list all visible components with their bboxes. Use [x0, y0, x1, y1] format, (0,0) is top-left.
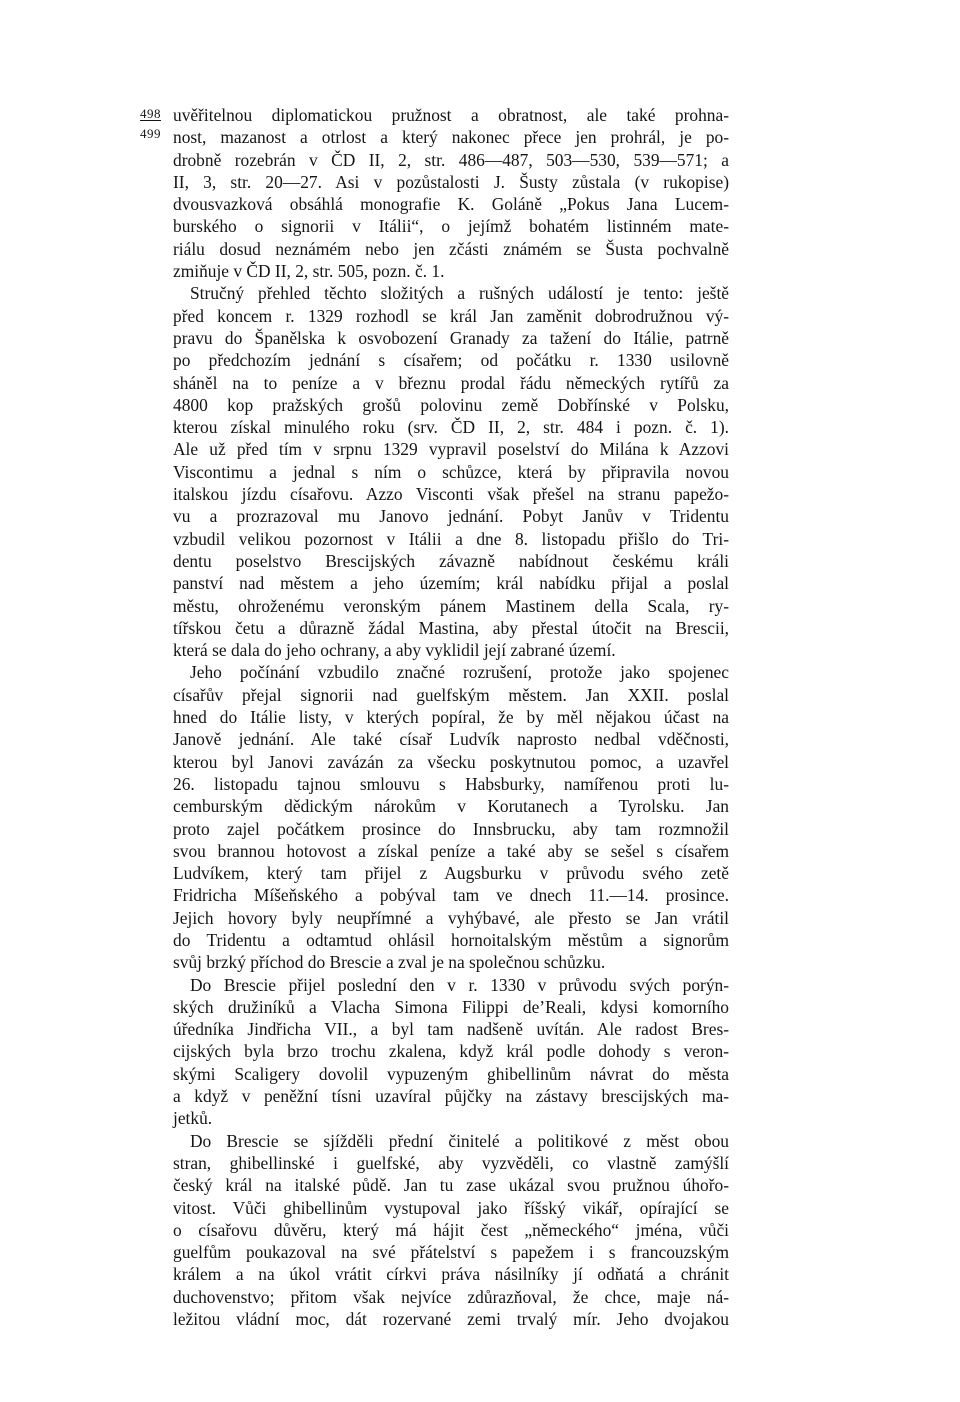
text-line: o císařovu důvěru, který má hájit čest „německého“ jména, vůči	[173, 1219, 729, 1240]
text-line: Ludvíkem, který tam přijel z Augsburku v průvodu svého zetě	[173, 863, 729, 884]
text-line: jetků.	[173, 1108, 213, 1129]
text-line: nost, mazanost a otrlost a který nakonec přece jen prohrál, je po-	[173, 127, 729, 148]
text-line: vzbudil velikou pozornost v Itálii a dne 8. listopadu přišlo do Tri-	[173, 528, 729, 549]
text-line: císařův přejal signorii nad guelfským městem. Jan XXII. poslal	[173, 684, 729, 705]
text-line: 4800 kop pražských grošů polovinu země Dobřínské v Polsku,	[173, 394, 729, 415]
text-line: Do Brescie přijel poslední den v r. 1330 v průvodu svých porýn-	[190, 974, 729, 995]
text-line: II, 3, str. 20—27. Asi v pozůstalosti J. Šusty zůstala (v rukopise)	[173, 171, 729, 192]
text-line: Janově jednání. Ale také císař Ludvík naprosto nedbal vděčnosti,	[173, 729, 729, 750]
text-line: proto zajel počátkem prosince do Innsbrucku, aby tam rozmnožil	[173, 818, 729, 839]
text-line: italskou jízdu císařovu. Azzo Visconti však přešel na stranu papežo-	[173, 484, 729, 505]
text-line: riálu dosud neznámém nebo jen zčásti známém se Šusta pochvalně	[173, 238, 729, 259]
text-line: guelfům poukazoval na své přátelství s papežem i s francouzským	[173, 1242, 729, 1263]
text-line: pravu do Španělska k osvobození Granady za tažení do Itálie, patrně	[173, 327, 729, 348]
body-text	[173, 104, 729, 1330]
text-line: drobně rozebrán v ČD II, 2, str. 486—487, 503—530, 539—571; a	[173, 149, 729, 170]
text-line: městu, ohroženému veronským pánem Mastinem della Scala, ry-	[173, 595, 729, 616]
text-line: po předchozím jednání s císařem; od počátku r. 1330 usilovně	[173, 350, 729, 371]
text-line: která se dala do jeho ochrany, a aby vyklidil její zabrané území.	[173, 640, 616, 661]
text-line: ských družiníků a Vlacha Simona Filippi de’Reali, kdysi komorního	[173, 996, 729, 1017]
text-line: vu a prozrazoval mu Janovo jednání. Pobyt Janův v Tridentu	[173, 506, 729, 527]
text-line: uvěřitelnou diplomatickou pružnost a obratnost, ale také prohna-	[173, 105, 729, 125]
text-line: dentu poselstvo Brescijských závazně nabídnout českému králi	[173, 550, 729, 571]
text-line: Do Brescie se sjížděli přední činitelé a politikové z měst obou	[190, 1130, 729, 1151]
text-line: duchovenstvo; přitom však nejvíce zdůrazňoval, že chce, maje ná-	[173, 1286, 729, 1307]
text-line: do Tridentu a odtamtud ohlásil hornoitalským městům a signorům	[173, 929, 729, 950]
text-line: hned do Itálie listy, v kterých popíral, že by měl nějakou účast na	[173, 707, 729, 728]
text-line: 26. listopadu tajnou smlouvu s Habsburky, namířenou proti lu-	[173, 773, 729, 794]
text-line: Fridricha Míšeňského a pobýval tam ve dnech 11.—14. prosince.	[173, 885, 729, 906]
text-line: svůj brzký příchod do Brescie a zval je na společnou schůzku.	[173, 952, 606, 973]
text-line: králem a na úkol vrátit církvi práva násilníky jí odňatá a chránit	[173, 1264, 729, 1285]
margin-page-numbers	[140, 104, 161, 144]
text-line: Jeho počínání vzbudilo značné rozrušení, protože jako spojenec	[190, 662, 729, 683]
text-line: kterou byl Janovi zavázán za všecku poskytnutou pomoc, a uzavřel	[173, 751, 729, 772]
text-line: cijských byla brzo trochu zkalena, když král podle dohody s veron-	[173, 1041, 729, 1062]
text-line: kterou získal minulého roku (srv. ČD II, 2, str. 484 i pozn. č. 1).	[173, 417, 729, 438]
text-line: český král na italské půdě. Jan tu zase ukázal svou pružnou úhořo-	[173, 1175, 729, 1196]
text-line: vitost. Vůči ghibellinům vystupoval jako říšský vikář, opírající se	[173, 1197, 729, 1218]
text-line: Ale už před tím v srpnu 1329 vypravil poselství do Milána k Azzovi	[173, 439, 729, 460]
text-line: před koncem r. 1329 rozhodl se král Jan zaměnit dobrodružnou vý-	[173, 305, 729, 326]
text-line: Viscontimu a jednal s ním o schůzce, která by připravila novou	[173, 461, 729, 482]
text-line: úředníka Jindřicha VII., a byl tam nadšeně uvítán. Ale radost Bres-	[173, 1019, 729, 1040]
text-line: tířskou četu a důrazně žádal Mastina, aby přestal útočit na Brescii,	[173, 617, 729, 638]
margin-page-number-bottom: 499	[140, 126, 161, 141]
text-line: stran, ghibellinské i guelfské, aby vyzvěděli, co vlastně zamýšlí	[173, 1152, 729, 1173]
text-line: sháněl na to peníze a v březnu prodal řádu německých rytířů za	[173, 372, 729, 393]
text-line: a když v peněžní tísni uzavíral půjčky na zástavy brescijských ma-	[173, 1086, 729, 1107]
text-line: burského o signorii v Itálii“, o jejímž bohatém listinném mate-	[173, 216, 729, 237]
text-line: Stručný přehled těchto složitých a rušných událostí je tento: ještě	[190, 283, 729, 304]
text-line: cemburským dědickým nárokům v Korutanech a Tyrolsku. Jan	[173, 796, 729, 817]
text-line: zmiňuje v ČD II, 2, str. 505, pozn. č. 1.	[173, 261, 445, 282]
text-line: svou brannou hotovost a získal peníze a také aby se sešel s císařem	[173, 840, 729, 861]
text-line: skými Scaligery dovolil vypuzeným ghibellinům návrat do města	[173, 1063, 729, 1084]
margin-page-number-top: 498	[140, 106, 161, 121]
text-line: ležitou vládní moc, dát rozervané zemi trvalý mír. Jeho dvojakou	[173, 1309, 729, 1330]
text-line: dvousvazková obsáhlá monografie K. Goláně „Pokus Jana Lucem-	[173, 194, 729, 215]
text-line: Jejich hovory byly neupřímné a vyhýbavé, ale přesto se Jan vrátil	[173, 907, 729, 928]
text-line: panství nad městem a jeho územím; král nabídku přijal a poslal	[173, 573, 729, 594]
